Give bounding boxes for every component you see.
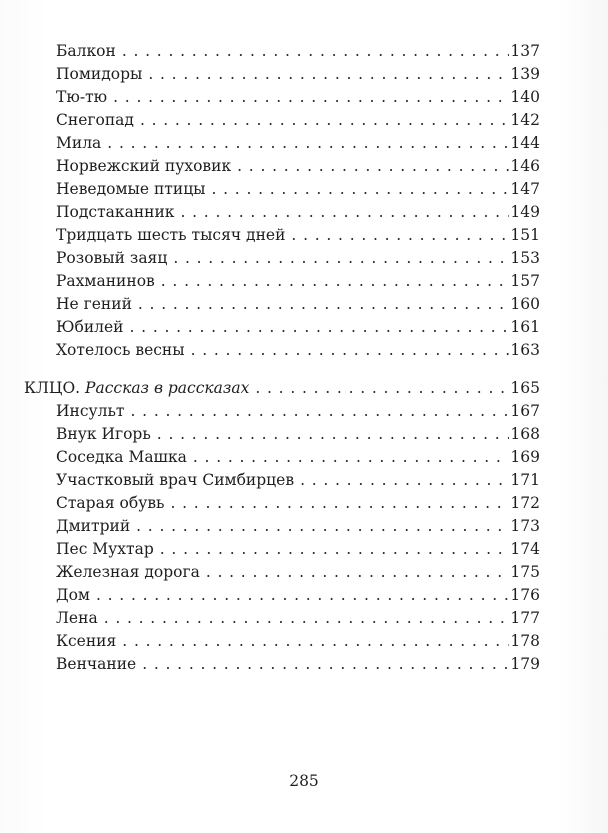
- toc-entry: [24, 584, 540, 607]
- leader-dots: [96, 584, 509, 607]
- toc-entry-page: 163: [510, 341, 540, 359]
- leader-dots: [157, 423, 510, 446]
- toc-entry-page: 172: [510, 494, 540, 512]
- leader-dots: [140, 109, 509, 132]
- toc-entry-title: Помидоры: [56, 65, 143, 83]
- leader-dots: [300, 469, 509, 492]
- toc-entry: [24, 400, 540, 423]
- leader-dots: [255, 377, 509, 400]
- toc-entry-title: Норвежский пуховик: [56, 157, 232, 175]
- leader-dots: [104, 607, 510, 630]
- toc-entry: [24, 492, 540, 515]
- leader-dots: [171, 492, 510, 515]
- leader-dots: [148, 63, 509, 86]
- toc-entry-page: 153: [510, 249, 540, 267]
- toc-entry-page: 179: [510, 655, 540, 673]
- toc-entry-title: Юбилей: [56, 318, 124, 336]
- toc-entry: [24, 538, 540, 561]
- leader-dots: [181, 201, 510, 224]
- toc-entry-title: Лена: [56, 609, 98, 627]
- toc-entry: [24, 247, 540, 270]
- leader-dots: [138, 293, 510, 316]
- toc-entry-title: Внук Игорь: [56, 425, 151, 443]
- leader-dots: [122, 40, 510, 63]
- toc-entry-page: 167: [510, 402, 540, 420]
- toc-entry-title: Пес Мухтар: [56, 540, 154, 558]
- leader-dots: [291, 224, 509, 247]
- leader-dots: [122, 630, 509, 653]
- toc-entry-page: 171: [510, 471, 540, 489]
- toc-entry-page: 146: [510, 157, 540, 175]
- toc-entry-page: 151: [510, 226, 540, 244]
- toc-entry-title: Венчание: [56, 655, 137, 673]
- toc-section-klco: [24, 377, 540, 676]
- toc-section-stories: [24, 40, 540, 362]
- leader-dots: [191, 339, 510, 362]
- toc-entry: [24, 316, 540, 339]
- toc-entry-title: Дмитрий: [56, 517, 131, 535]
- toc-entry-title: Мила: [56, 134, 102, 152]
- toc-entry: [24, 446, 540, 469]
- toc-entry-title: Инсульт: [56, 402, 125, 420]
- toc-entry: [24, 653, 540, 676]
- toc-entry-page: 144: [510, 134, 540, 152]
- leader-dots: [160, 538, 510, 561]
- toc-entry-title: Ксения: [56, 632, 117, 650]
- toc-entry-page: 178: [510, 632, 540, 650]
- toc-entry: [24, 515, 540, 538]
- toc-entry-page: 161: [510, 318, 540, 336]
- toc-entry-title: Участковый врач Симбирцев: [56, 471, 295, 489]
- toc-entry-page: 139: [510, 65, 540, 83]
- toc-entry-page: 177: [510, 609, 540, 627]
- toc-entry-page: 176: [510, 586, 540, 604]
- toc-section-heading: [24, 377, 540, 400]
- toc-entry-page: 142: [510, 111, 540, 129]
- toc-entry: [24, 607, 540, 630]
- toc-entry-page: 175: [510, 563, 540, 581]
- toc-entry-page: 173: [510, 517, 540, 535]
- leader-dots: [193, 446, 510, 469]
- toc-entry-title: Соседка Машка: [56, 448, 187, 466]
- leader-dots: [130, 316, 510, 339]
- leader-dots: [113, 86, 509, 109]
- leader-dots: [161, 270, 510, 293]
- toc-entry-page: 147: [510, 180, 540, 198]
- toc-entry-title: Тю-тю: [56, 88, 108, 106]
- leader-dots: [237, 155, 509, 178]
- toc-entry: [24, 270, 540, 293]
- toc-entry: [24, 630, 540, 653]
- leader-dots: [212, 178, 510, 201]
- leader-dots: [173, 247, 509, 270]
- section-heading-title: [24, 377, 249, 400]
- toc-entry: [24, 109, 540, 132]
- toc-entry-page: 169: [510, 448, 540, 466]
- toc-entry: [24, 63, 540, 86]
- toc-entry-title: Рахманинов: [56, 272, 155, 290]
- toc-entry: [24, 178, 540, 201]
- section-heading-subtitle: Рассказ в рассказах: [85, 379, 250, 397]
- toc-entry-title: Снегопад: [56, 111, 134, 129]
- toc-entry-title: Дом: [56, 586, 90, 604]
- toc-entry: [24, 339, 540, 362]
- toc-entry: [24, 201, 540, 224]
- toc-entry: [24, 561, 540, 584]
- toc-entry-page: 140: [510, 88, 540, 106]
- toc-entry-page: 165: [510, 379, 540, 397]
- table-of-contents: [24, 40, 540, 676]
- section-heading-name: КЛЦО.: [24, 379, 81, 397]
- toc-entry-title: Старая обувь: [56, 494, 165, 512]
- toc-entry: [24, 40, 540, 63]
- page-number: 285: [289, 772, 319, 790]
- toc-entry-title: Неведомые птицы: [56, 180, 206, 198]
- toc-entry-page: 157: [510, 272, 540, 290]
- toc-entry-page: 149: [510, 203, 540, 221]
- toc-entry: [24, 469, 540, 492]
- toc-entry-title: Тридцать шесть тысяч дней: [56, 226, 286, 244]
- leader-dots: [136, 515, 509, 538]
- toc-entry-page: 160: [510, 295, 540, 313]
- leader-dots: [142, 653, 509, 676]
- leader-dots: [131, 400, 510, 423]
- toc-entry-title: Не гений: [56, 295, 132, 313]
- toc-entry: [24, 423, 540, 446]
- toc-entry-title: Хотелось весны: [56, 341, 185, 359]
- toc-entry-page: 137: [510, 42, 540, 60]
- leader-dots: [206, 561, 510, 584]
- toc-entry-title: Розовый заяц: [56, 249, 168, 267]
- toc-entry: [24, 155, 540, 178]
- toc-entry: [24, 293, 540, 316]
- toc-entry: [24, 86, 540, 109]
- toc-entry: [24, 132, 540, 155]
- toc-entry-page: 168: [510, 425, 540, 443]
- toc-entry-title: Балкон: [56, 42, 116, 60]
- toc-entry: [24, 224, 540, 247]
- toc-entry-page: 174: [510, 540, 540, 558]
- toc-entry-title: Железная дорога: [56, 563, 200, 581]
- toc-entry-title: Подстаканник: [56, 203, 175, 221]
- leader-dots: [107, 132, 509, 155]
